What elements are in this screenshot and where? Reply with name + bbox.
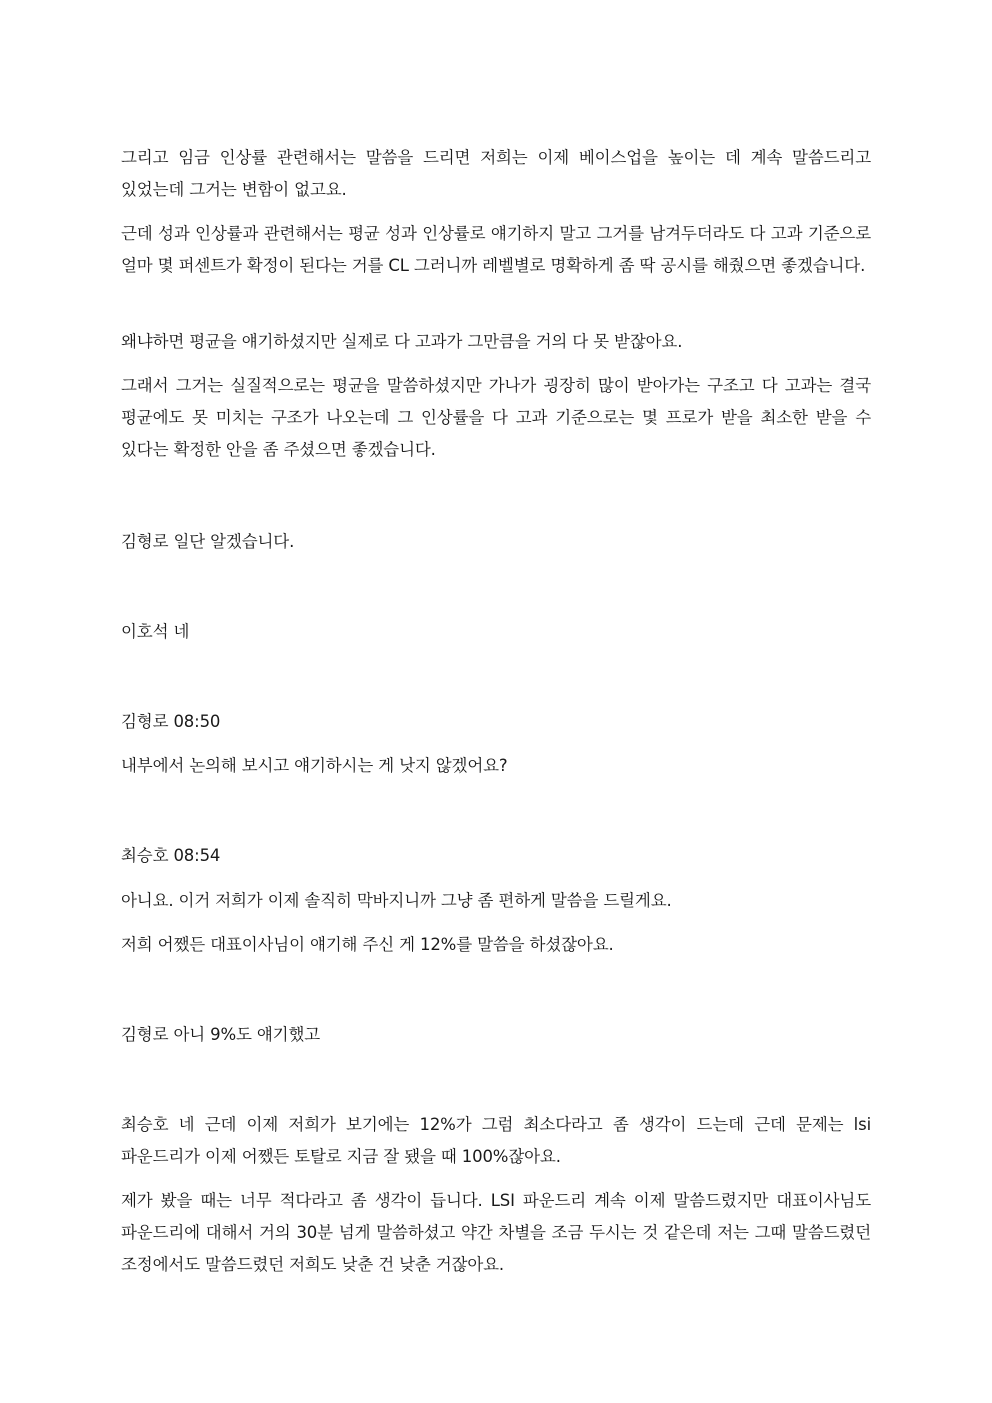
speaker-timestamp-choi: 최승호 08:54: [121, 846, 221, 865]
paragraph-choi-foundry: 최승호 네 근데 이제 저희가 보기에는 12%가 그럼 최소다라고 좀 생각이 드는데 근데 문제는 lsi 파운드리가 이제 어쨌든 토탈로 지금 잘 됐을 때 100%잖아요.: [121, 1115, 871, 1166]
paragraph-average-reason: 왜냐하면 평균을 얘기하셨지만 실제로 다 고과가 그만큼을 거의 다 못 받잖아요.: [121, 332, 683, 351]
paragraph-twelve-percent: 저희 어쨌든 대표이사님이 얘기해 주신 게 12%를 말씀을 하셨잖아요.: [121, 935, 614, 954]
paragraph-internal-discussion: 내부에서 논의해 보시고 얘기하시는 게 낫지 않겠어요?: [121, 756, 508, 775]
paragraph-lsi-foundry: 제가 봤을 때는 너무 적다라고 좀 생각이 듭니다. LSI 파운드리 계속 이제 말씀드렸지만 대표이사님도 파운드리에 대해서 거의 30분 넘게 말씀하셨고 약간 차별을 조금 두시는 것 같은데 저는 그때 말씀드렸던 조정에서도 말씀드렸던 저희도 낮춘 건 낮춘 거잖아요.: [121, 1191, 871, 1274]
speaker-line-kim-1: 김형로 일단 알겠습니다.: [121, 532, 295, 551]
paragraph-final-stage: 아니요. 이거 저희가 이제 솔직히 막바지니까 그냥 좀 편하게 말씀을 드릴게요.: [121, 891, 672, 910]
paragraph-wage-increase: 그리고 임금 인상률 관련해서는 말씀을 드리면 저희는 이제 베이스업을 높이는 데 계속 말씀드리고 있었는데 그거는 변함이 없고요.: [121, 148, 871, 199]
paragraph-performance-raise: 근데 성과 인상률과 관련해서는 평균 성과 인상률로 얘기하지 말고 그거를 남겨두더라도 다 고과 기준으로 얼마 몇 퍼센트가 확정이 된다는 거를 CL 그러니까 레벨별로 명확하게 좀 딱 공시를 해줬으면 좋겠습니다.: [121, 224, 871, 275]
speaker-line-kim-2: 김형로 아니 9%도 얘기했고: [121, 1025, 321, 1044]
speaker-line-lee: 이호석 네: [121, 622, 190, 641]
paragraph-grade-structure: 그래서 그거는 실질적으로는 평균을 말씀하셨지만 가나가 굉장히 많이 받아가는 구조고 다 고과는 결국 평균에도 못 미치는 구조가 나오는데 그 인상률을 다 고과 기준으로는 몇 프로가 받을 최소한 받을 수 있다는 확정한 안을 좀 주셨으면 좋겠습니다.: [121, 376, 871, 459]
speaker-timestamp-kim: 김형로 08:50: [121, 712, 221, 731]
